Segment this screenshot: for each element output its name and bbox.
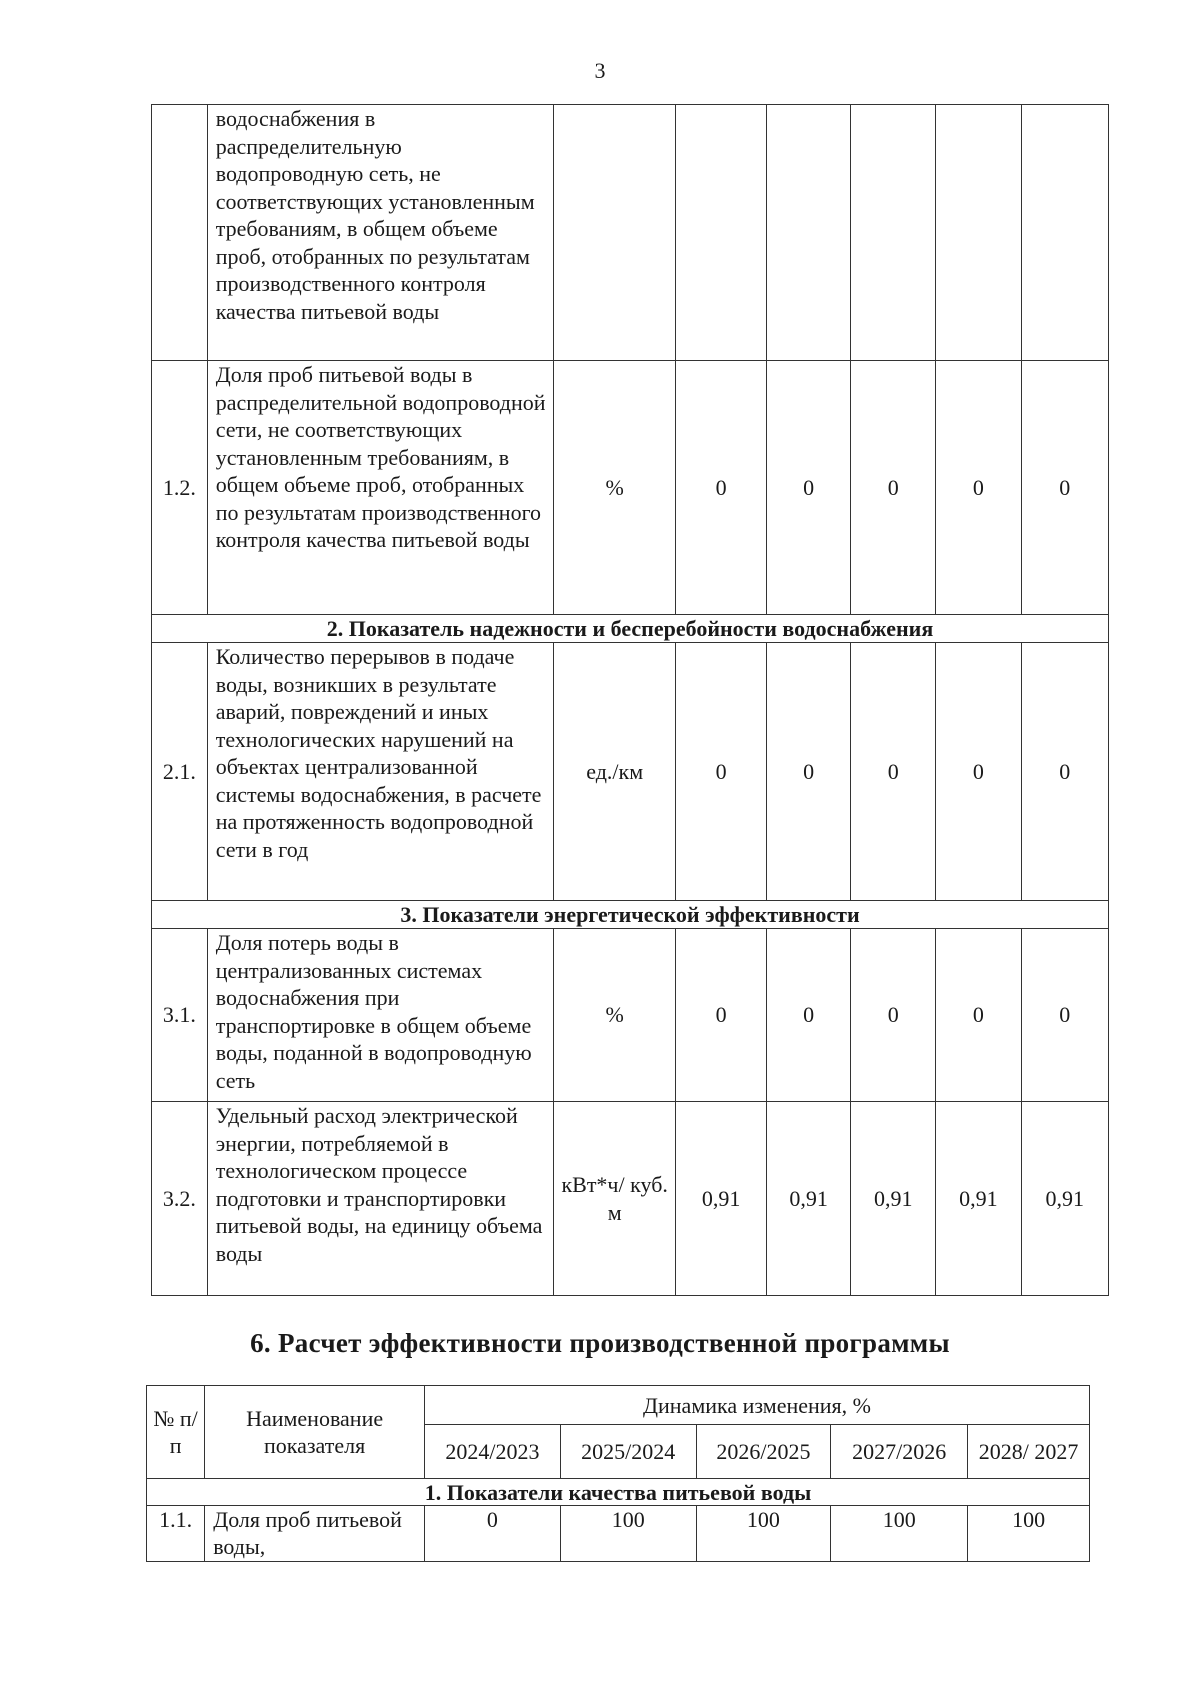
table-row (152, 105, 1109, 361)
row-number: 2.1. (152, 643, 208, 901)
value-cell: 0 (767, 643, 851, 901)
value-cell: 100 (560, 1506, 696, 1562)
indicator-name: Доля потерь воды в централизованных системах водоснабжения при транспортировке в общем объеме воды, поданной в водопроводную сеть (207, 929, 553, 1102)
row-number: 1.1. (147, 1506, 205, 1562)
table-row (152, 1102, 1109, 1296)
value-cell: 0 (936, 361, 1021, 615)
header-year: 2026/2025 (696, 1425, 831, 1479)
value-cell: 0 (1021, 929, 1108, 1102)
indicator-name: Доля проб питьевой воды в распределительной водопроводной сети, не соответствующих установленным требованиям, в общем объеме проб, отобранных по результатам производственного контроля качества питьевой воды (207, 361, 553, 615)
indicator-name: Количество перерывов в подаче воды, возникших в результате аварий, повреждений и иных технологических нарушений на объектах централизованной системы водоснабжения, в расчете на протяженность водопроводной сети в год (207, 643, 553, 901)
value-cell: 0 (767, 361, 851, 615)
indicator-name: Доля проб питьевой воды, (205, 1506, 425, 1562)
section-row (152, 901, 1109, 929)
header-name: Наименование показателя (205, 1386, 425, 1479)
unit-cell: кВт*ч/ куб. м (554, 1102, 676, 1296)
unit-cell: % (554, 361, 676, 615)
section-title: 1. Показатели качества питьевой воды (147, 1479, 1090, 1506)
table-row (152, 643, 1109, 901)
header-year: 2025/2024 (560, 1425, 696, 1479)
value-cell: 0 (936, 643, 1021, 901)
value-cell: 100 (831, 1506, 968, 1562)
row-number: 3.2. (152, 1102, 208, 1296)
section-row (147, 1479, 1090, 1506)
value-cell: 0 (425, 1506, 561, 1562)
value-cell: 0,91 (851, 1102, 936, 1296)
value-cell (851, 105, 936, 361)
value-cell (767, 105, 851, 361)
indicator-name: водоснабжения в распределительную водопроводную сеть, не соответствующих установленным требованиям, в общем объеме проб, отобранных по результатам производственного контроля качества питьевой воды (207, 105, 553, 361)
value-cell: 100 (968, 1506, 1090, 1562)
value-cell: 0 (676, 643, 767, 901)
row-number: 3.1. (152, 929, 208, 1102)
value-cell: 0 (851, 643, 936, 901)
value-cell: 0 (767, 929, 851, 1102)
row-number (152, 105, 208, 361)
table-row (147, 1506, 1090, 1562)
value-cell: 0 (936, 929, 1021, 1102)
page-number: 3 (594, 58, 606, 83)
value-cell: 0,91 (676, 1102, 767, 1296)
header-dynamics: Динамика изменения, % (425, 1386, 1090, 1425)
value-cell: 0 (676, 361, 767, 615)
header-year: 2027/2026 (831, 1425, 968, 1479)
efficiency-table (146, 1385, 1090, 1562)
value-cell: 0,91 (936, 1102, 1021, 1296)
unit-cell: % (554, 929, 676, 1102)
value-cell: 0,91 (1021, 1102, 1108, 1296)
section-heading: 6. Расчет эффективности производственной программы (250, 1328, 950, 1358)
value-cell: 100 (696, 1506, 831, 1562)
value-cell: 0,91 (767, 1102, 851, 1296)
header-year: 2024/2023 (425, 1425, 561, 1479)
unit-cell: ед./км (554, 643, 676, 901)
value-cell (936, 105, 1021, 361)
row-number: 1.2. (152, 361, 208, 615)
header-year: 2028/ 2027 (968, 1425, 1090, 1479)
section-title: 2. Показатель надежности и бесперебойности водоснабжения (152, 615, 1109, 643)
value-cell: 0 (1021, 643, 1108, 901)
value-cell (1021, 105, 1108, 361)
table-row (152, 929, 1109, 1102)
section-title: 3. Показатели энергетической эффективности (152, 901, 1109, 929)
value-cell: 0 (851, 929, 936, 1102)
header-num: № п/п (147, 1386, 205, 1479)
value-cell: 0 (1021, 361, 1108, 615)
table-row (152, 361, 1109, 615)
value-cell (676, 105, 767, 361)
section-row (152, 615, 1109, 643)
indicator-name: Удельный расход электрической энергии, потребляемой в технологическом процессе подготовки и транспортировки питьевой воды, на единицу объема воды (207, 1102, 553, 1296)
indicators-table (151, 104, 1109, 1296)
value-cell: 0 (676, 929, 767, 1102)
unit-cell (554, 105, 676, 361)
value-cell: 0 (851, 361, 936, 615)
